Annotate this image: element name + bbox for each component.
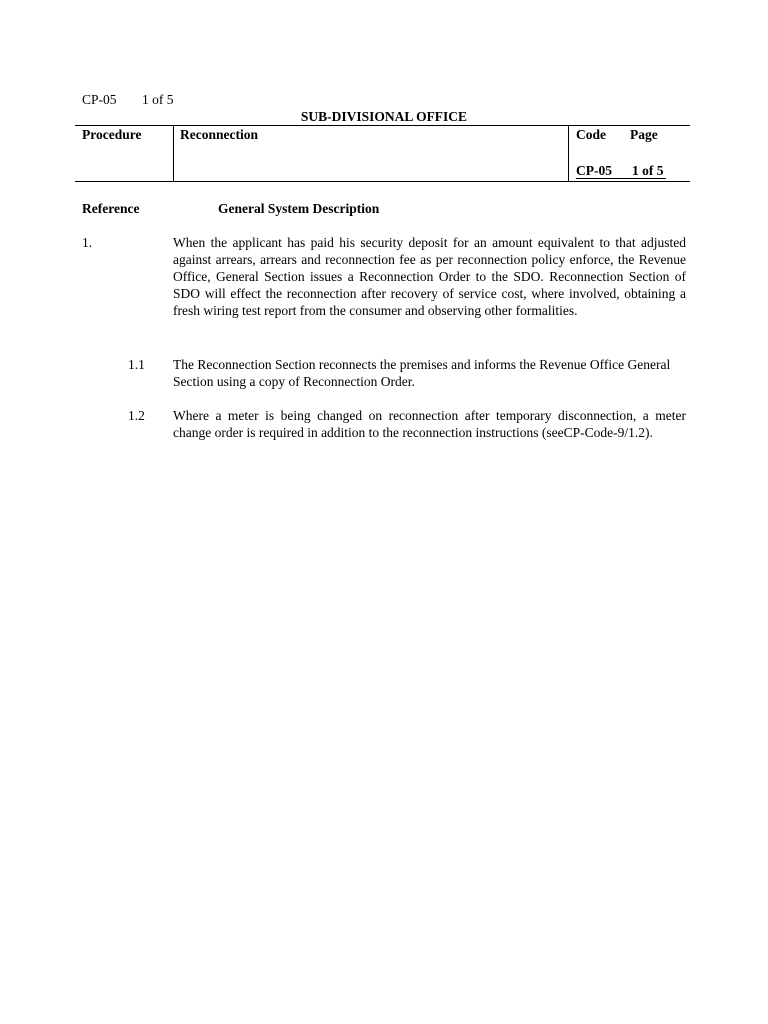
reference-title: General System Description [218,201,380,216]
section-paragraph: The Reconnection Section reconnects the premises and informs the Revenue Office General Section using a copy of Reconnection Order. [173,357,671,389]
header-code: CP-05 [82,92,117,107]
code-page-underline [576,178,666,179]
page-label: Page [630,127,658,142]
code-value: CP-05 [576,163,612,178]
page-value: 1 of 5 [632,163,664,178]
code-label: Code [576,127,606,142]
section-number: 1.1 [128,357,145,372]
section-number: 1.2 [128,408,145,423]
table-divider-left [173,125,174,181]
section-number: 1. [82,235,93,250]
section-paragraph: When the applicant has paid his security deposit for an amount equivalent to that adjusted against arrears, arrears and reconnection fee as per reconnection policy enforce, the Revenue Office, General Section issues a Reconnection Order to the SDO. Reconnection Section of SDO will effect the reconnection after recovery of service cost, where involved, obtaining a fresh wiring test report from the consumer and observing other formalities. [173,235,686,318]
reference-label: Reference [82,201,140,216]
header-page-of: 1 of 5 [142,92,174,107]
table-bottom-rule [75,181,690,182]
procedure-title: Reconnection [180,127,258,142]
procedure-label: Procedure [82,127,142,142]
office-title: SUB-DIVISIONAL OFFICE [300,109,468,124]
table-divider-right [568,125,569,181]
section-paragraph: Where a meter is being changed on reconnection after temporary disconnection, a meter change order is required in addition to the reconnection instructions (seeCP-Code-9/1.2). [173,408,686,440]
